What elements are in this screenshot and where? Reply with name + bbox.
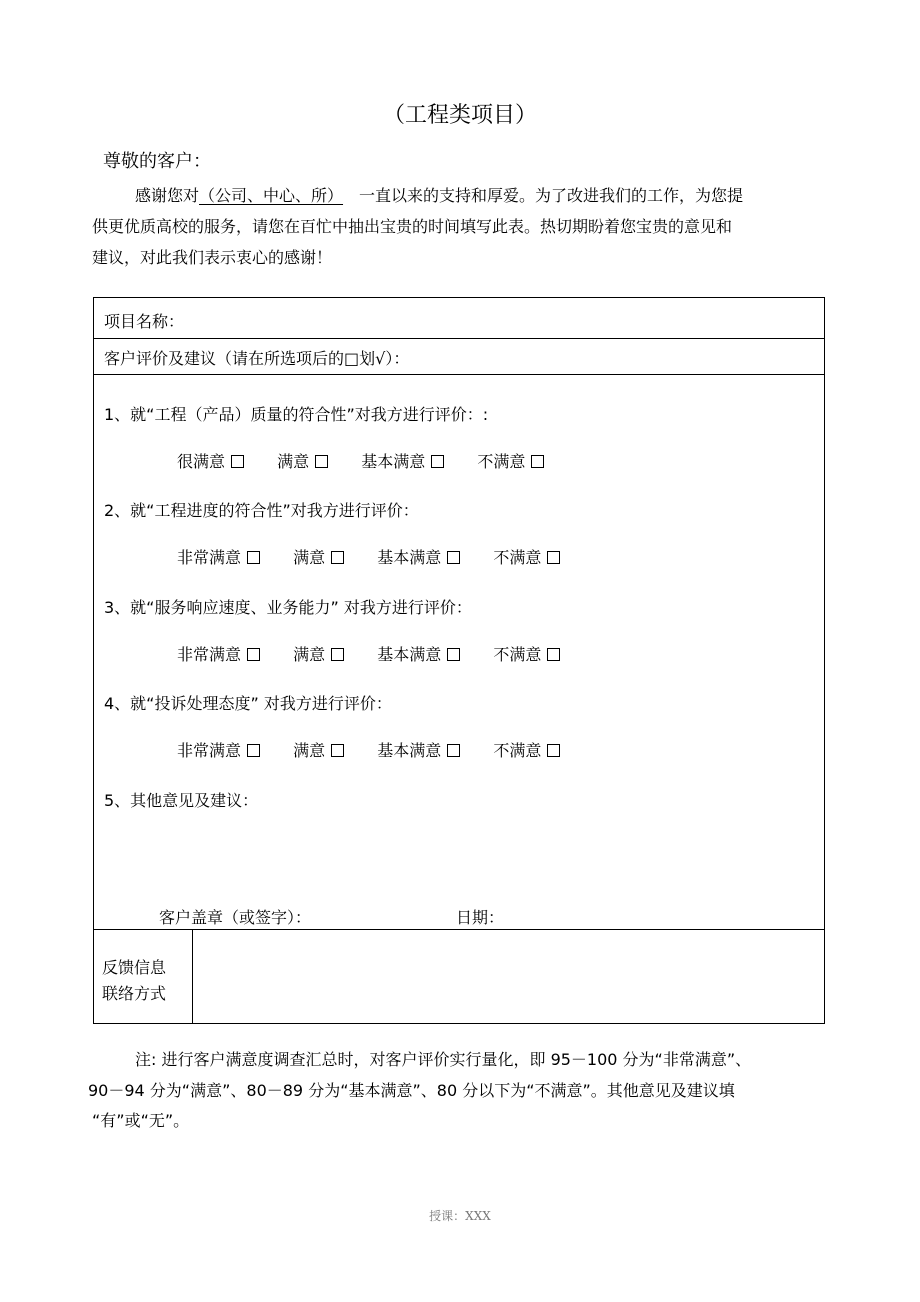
checkbox[interactable] <box>331 551 344 564</box>
option-label: 非常满意 <box>177 645 242 664</box>
intro-company-blank: （公司、中心、所） <box>199 186 344 205</box>
intro-line-2: 供更优质高校的服务，请您在百忙中抽出宝贵的时间填写此表。热切期盼着您宝贵的意见和 <box>92 217 733 236</box>
checkbox[interactable] <box>547 648 560 661</box>
option-label: 不满意 <box>477 452 526 471</box>
option-label: 满意 <box>293 741 326 760</box>
intro-text-a: 感谢您对 <box>135 186 200 205</box>
salutation: 尊敬的客户： <box>103 151 211 172</box>
note-line-1: 注: 进行客户满意度调查汇总时，对客户评价实行量化，即 95－100 分为“非常满意”、 <box>135 1050 752 1069</box>
checkbox[interactable] <box>331 648 344 661</box>
option-label: 不满意 <box>493 548 542 567</box>
checkbox[interactable] <box>247 648 260 661</box>
intro-text-b: 一直以来的支持和厚爱。为了改进我们的工作，为您提 <box>359 186 744 205</box>
checkbox[interactable] <box>331 744 344 757</box>
checkbox[interactable] <box>547 744 560 757</box>
question-3: 3、就“服务响应速度、业务能力” 对我方进行评价： <box>104 598 472 617</box>
evaluation-header: 客户评价及建议（请在所选项后的□划√）： <box>104 349 410 368</box>
option-label: 基本满意 <box>377 548 442 567</box>
q1-options <box>177 449 544 472</box>
option-label: 非常满意 <box>177 741 242 760</box>
option-label: 不满意 <box>493 741 542 760</box>
signature-label: 客户盖章（或签字）： <box>159 908 312 927</box>
project-name-field[interactable]: 项目名称： <box>104 312 185 331</box>
checkbox[interactable] <box>247 551 260 564</box>
checkbox[interactable] <box>547 551 560 564</box>
form-divider <box>94 374 824 375</box>
page-title: （工程类项目） <box>382 103 537 128</box>
feedback-input-area[interactable] <box>193 930 824 1023</box>
q2-options <box>177 545 560 568</box>
option-label: 基本满意 <box>361 452 426 471</box>
option-label: 满意 <box>293 548 326 567</box>
date-label: 日期： <box>456 908 505 927</box>
feedback-label: 反馈信息 <box>102 958 167 977</box>
other-suggestions-label: 5、其他意见及建议： <box>104 791 259 810</box>
intro-line-1 <box>135 183 743 206</box>
option-label: 满意 <box>293 645 326 664</box>
note-line-3: “有”或“无”。 <box>92 1111 190 1130</box>
note-line-2: 90－94 分为“满意”、80－89 分为“基本满意”、80 分以下为“不满意”。其他意见及建议填 <box>88 1081 735 1100</box>
q4-options <box>177 738 560 761</box>
checkbox[interactable] <box>431 455 444 468</box>
contact-label: 联络方式 <box>102 984 167 1003</box>
question-1: 1、就“工程（产品）质量的符合性”对我方进行评价：: <box>104 405 489 424</box>
page-footer: 授课：XXX <box>429 1209 491 1223</box>
checkbox[interactable] <box>447 551 460 564</box>
q3-options <box>177 642 560 665</box>
checkbox[interactable] <box>231 455 244 468</box>
option-label: 满意 <box>277 452 310 471</box>
survey-form <box>93 297 825 1024</box>
option-label: 非常满意 <box>177 548 242 567</box>
form-divider <box>94 338 824 339</box>
checkbox[interactable] <box>247 744 260 757</box>
intro-line-3: 建议，对此我们表示衷心的感谢！ <box>92 248 333 267</box>
question-2: 2、就“工程进度的符合性”对我方进行评价： <box>104 501 419 520</box>
option-label: 基本满意 <box>377 741 442 760</box>
option-label: 基本满意 <box>377 645 442 664</box>
question-4: 4、就“投诉处理态度” 对我方进行评价： <box>104 694 392 713</box>
checkbox[interactable] <box>531 455 544 468</box>
option-label: 不满意 <box>493 645 542 664</box>
option-label: 很满意 <box>177 452 226 471</box>
checkbox[interactable] <box>447 744 460 757</box>
checkbox[interactable] <box>447 648 460 661</box>
checkbox[interactable] <box>315 455 328 468</box>
